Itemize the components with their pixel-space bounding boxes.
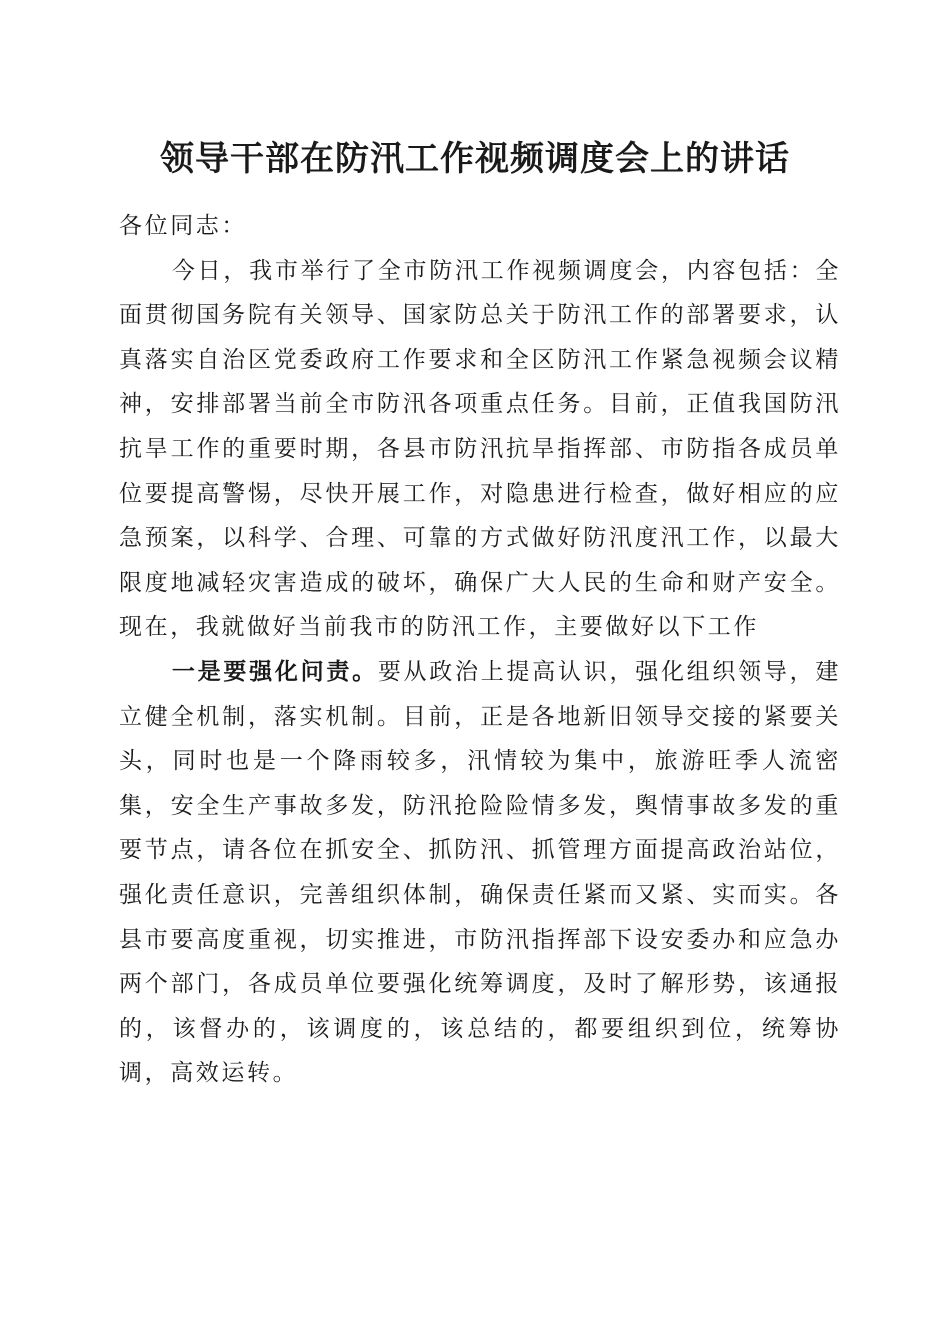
salutation: 各位同志：	[119, 213, 247, 239]
paragraph-accountability	[119, 650, 841, 1096]
paragraph-intro	[119, 249, 841, 650]
paragraph-intro-text: 今日，我市举行了全市防汛工作视频调度会，内容包括：全面贯彻国务院有关领导、国家防总关于防汛工作的部署要求，认真落实自治区党委政府工作要求和全区防汛工作紧急视频会议精神，安排部署当前全市防汛各项重点任务。目前，正值我国防汛抗旱工作的重要时期，各县市防汛抗旱指挥部、市防指各成员单位要提高警惕，尽快开展工作，对隐患进行检查，做好相应的应急预案，以科学、合理、可靠的方式做好防汛度汛工作，以最大限度地减轻灾害造成的破坏，确保广大人民的生命和财产安全。现在，我就做好当前我市的防汛工作，主要做好以下工作	[119, 257, 841, 641]
document-body	[119, 204, 841, 1096]
paragraph-accountability-text: 要从政治上提高认识，强化组织领导，建立健全机制，落实机制。目前，正是各地新旧领导交接的紧要关头，同时也是一个降雨较多，汛情较为集中，旅游旺季人流密集，安全生产事故多发，防汛抢险险情多发，舆情事故多发的重要节点，请各位在抓安全、抓防汛、抓管理方面提高政治站位，强化责任意识，完善组织体制，确保责任紧而又紧、实而实。各县市要高度重视，切实推进，市防汛指挥部下设安委办和应急办两个部门，各成员单位要强化统筹调度，及时了解形势，该通报的，该督办的，该调度的，该总结的，都要组织到位，统筹协调，高效运转。	[119, 658, 841, 1087]
paragraph-accountability-lead: 一是要强化问责。	[171, 657, 378, 685]
document-title: 领导干部在防汛工作视频调度会上的讲话	[160, 139, 790, 179]
